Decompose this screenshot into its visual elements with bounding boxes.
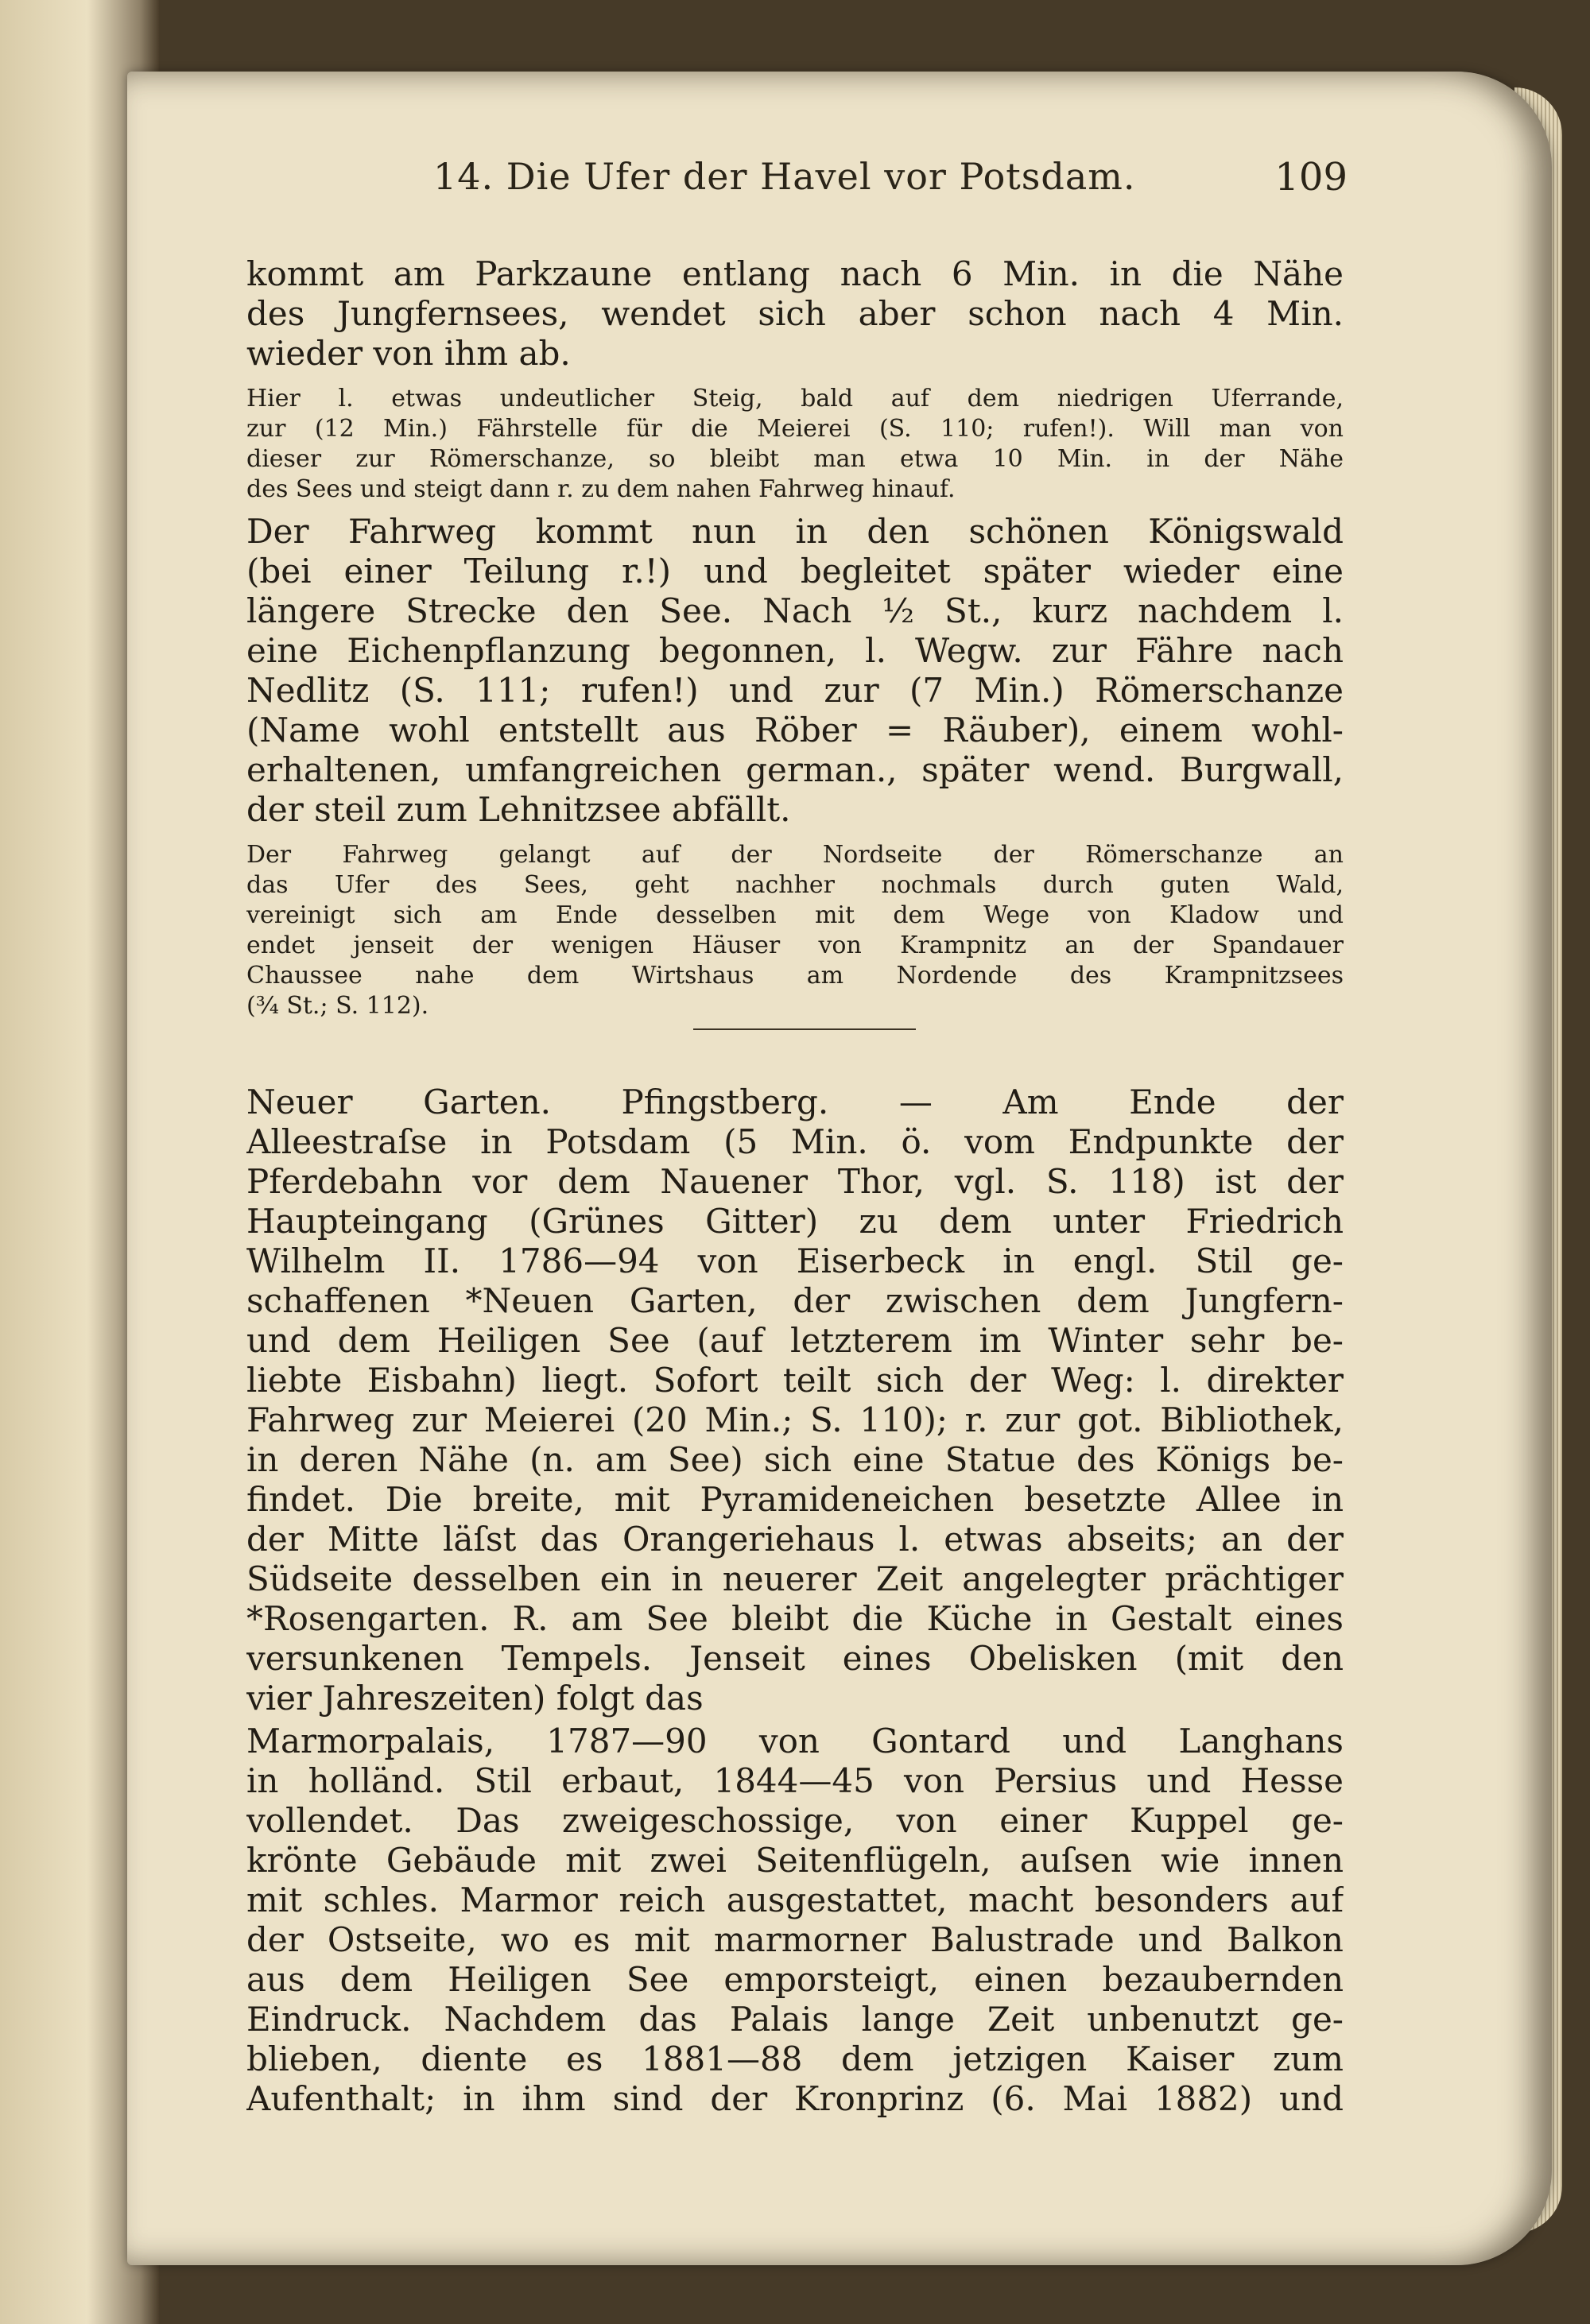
text-line: aus dem Heiligen See emporsteigt, einen bezaubernden bbox=[246, 1960, 1344, 1999]
text-line: des Jungfernsees, wendet sich aber schon nach 4 Min. bbox=[246, 294, 1344, 333]
text-line: krönte Gebäude mit zwei Seitenflügeln, auſsen wie innen bbox=[246, 1841, 1344, 1880]
text-line: Pferdebahn vor dem Nauener Thor, vgl. S. 118) ist der bbox=[246, 1162, 1344, 1201]
section-divider bbox=[693, 1028, 916, 1030]
text-line: mit schles. Marmor reich ausgestattet, macht besonders auf bbox=[246, 1881, 1344, 1919]
text-line: längere Strecke den See. Nach ½ St., kurz nachdem l. bbox=[246, 591, 1344, 630]
text-line: (bei einer Teilung r.!) und begleitet später wieder eine bbox=[246, 552, 1344, 591]
text-line: wieder von ihm ab. bbox=[246, 334, 571, 373]
text-line: Fahrweg zur Meierei (20 Min.; S. 110); r. zur got. Bibliothek, bbox=[246, 1400, 1344, 1439]
text-line: Südseite desselben ein in neuerer Zeit angelegter prächtiger bbox=[246, 1559, 1344, 1598]
running-title: 14. Die Ufer der Havel vor Potsdam. bbox=[433, 155, 1136, 198]
text-line: blieben, diente es 1881—88 dem jetzigen Kaiser zum bbox=[246, 2039, 1344, 2078]
note-line: Hier l. etwas undeutlicher Steig, bald auf dem niedrigen Uferrande, bbox=[246, 385, 1344, 413]
note-line: dieser zur Römerschanze, so bleibt man etwa 10 Min. in der Nähe bbox=[246, 445, 1344, 473]
text-line: (Name wohl entstellt aus Röber = Räuber), einem wohl- bbox=[246, 711, 1344, 749]
text-line: Aufenthalt; in ihm sind der Kronprinz (6. Mai 1882) und bbox=[246, 2079, 1344, 2118]
note-line: das Ufer des Sees, geht nachher nochmals durch guten Wald, bbox=[246, 871, 1344, 899]
text-line: Marmorpalais, 1787—90 von Gontard und Langhans bbox=[246, 1722, 1344, 1760]
text-line: und dem Heiligen See (auf letzterem im Winter sehr be- bbox=[246, 1321, 1344, 1360]
text-line: Wilhelm II. 1786—94 von Eiserbeck in engl. Stil ge- bbox=[246, 1241, 1344, 1280]
text-line: findet. Die breite, mit Pyramideneichen besetzte Allee in bbox=[246, 1480, 1344, 1519]
text-line: Der Fahrweg kommt nun in den schönen Königswald bbox=[246, 512, 1344, 551]
text-line: liebte Eisbahn) liegt. Sofort teilt sich der Weg: l. direkter bbox=[246, 1361, 1344, 1400]
note-line: vereinigt sich am Ende desselben mit dem Wege von Kladow und bbox=[246, 901, 1344, 929]
text-line: in holländ. Stil erbaut, 1844—45 von Persius und Hesse bbox=[246, 1761, 1344, 1800]
note-line: (¾ St.; S. 112). bbox=[246, 992, 429, 1020]
note-line: zur (12 Min.) Fährstelle für die Meierei (S. 110; rufen!). Will man von bbox=[246, 415, 1344, 443]
note-line: Chaussee nahe dem Wirtshaus am Nordende des Krampnitzsees bbox=[246, 962, 1344, 990]
text-line: erhaltenen, umfangreichen german., später wend. Burgwall, bbox=[246, 750, 1344, 789]
text-line: *Rosengarten. R. am See bleibt die Küche in Gestalt eines bbox=[246, 1599, 1344, 1638]
text-line: Neuer Garten. Pfingstberg. — Am Ende der bbox=[246, 1083, 1344, 1121]
note-line: Der Fahrweg gelangt auf der Nordseite der Römerschanze an bbox=[246, 841, 1344, 869]
text-line: in deren Nähe (n. am See) sich eine Statue des Königs be- bbox=[246, 1440, 1344, 1479]
page-header bbox=[433, 155, 1348, 211]
text-line: versunkenen Tempels. Jenseit eines Obelisken (mit den bbox=[246, 1639, 1344, 1678]
text-line: der Mitte läſst das Orangeriehaus l. etwas abseits; an der bbox=[246, 1520, 1344, 1559]
text-line: Haupteingang (Grünes Gitter) zu dem unter Friedrich bbox=[246, 1202, 1344, 1241]
text-line: kommt am Parkzaune entlang nach 6 Min. in die Nähe bbox=[246, 254, 1344, 293]
text-line: Nedlitz (S. 111; rufen!) und zur (7 Min.) Römerschanze bbox=[246, 671, 1344, 710]
note-line: endet jenseit der wenigen Häuser von Krampnitz an der Spandauer bbox=[246, 932, 1344, 959]
text-line: der Ostseite, wo es mit marmorner Balustrade und Balkon bbox=[246, 1920, 1344, 1959]
text-line: Eindruck. Nachdem das Palais lange Zeit unbenutzt ge- bbox=[246, 2000, 1344, 2039]
note-line: des Sees und steigt dann r. zu dem nahen Fahrweg hinauf. bbox=[246, 475, 956, 503]
text-line: Alleestraſse in Potsdam (5 Min. ö. vom Endpunkte der bbox=[246, 1122, 1344, 1161]
text-line: der steil zum Lehnitzsee abfällt. bbox=[246, 790, 791, 829]
text-line: schaffenen *Neuen Garten, der zwischen dem Jungfern- bbox=[246, 1281, 1344, 1320]
page-number: 109 bbox=[1274, 155, 1348, 199]
text-line: eine Eichenpflanzung begonnen, l. Wegw. zur Fähre nach bbox=[246, 631, 1344, 670]
text-line: vier Jahreszeiten) folgt das bbox=[246, 1679, 704, 1718]
text-line: vollendet. Das zweigeschossige, von einer Kuppel ge- bbox=[246, 1801, 1344, 1840]
